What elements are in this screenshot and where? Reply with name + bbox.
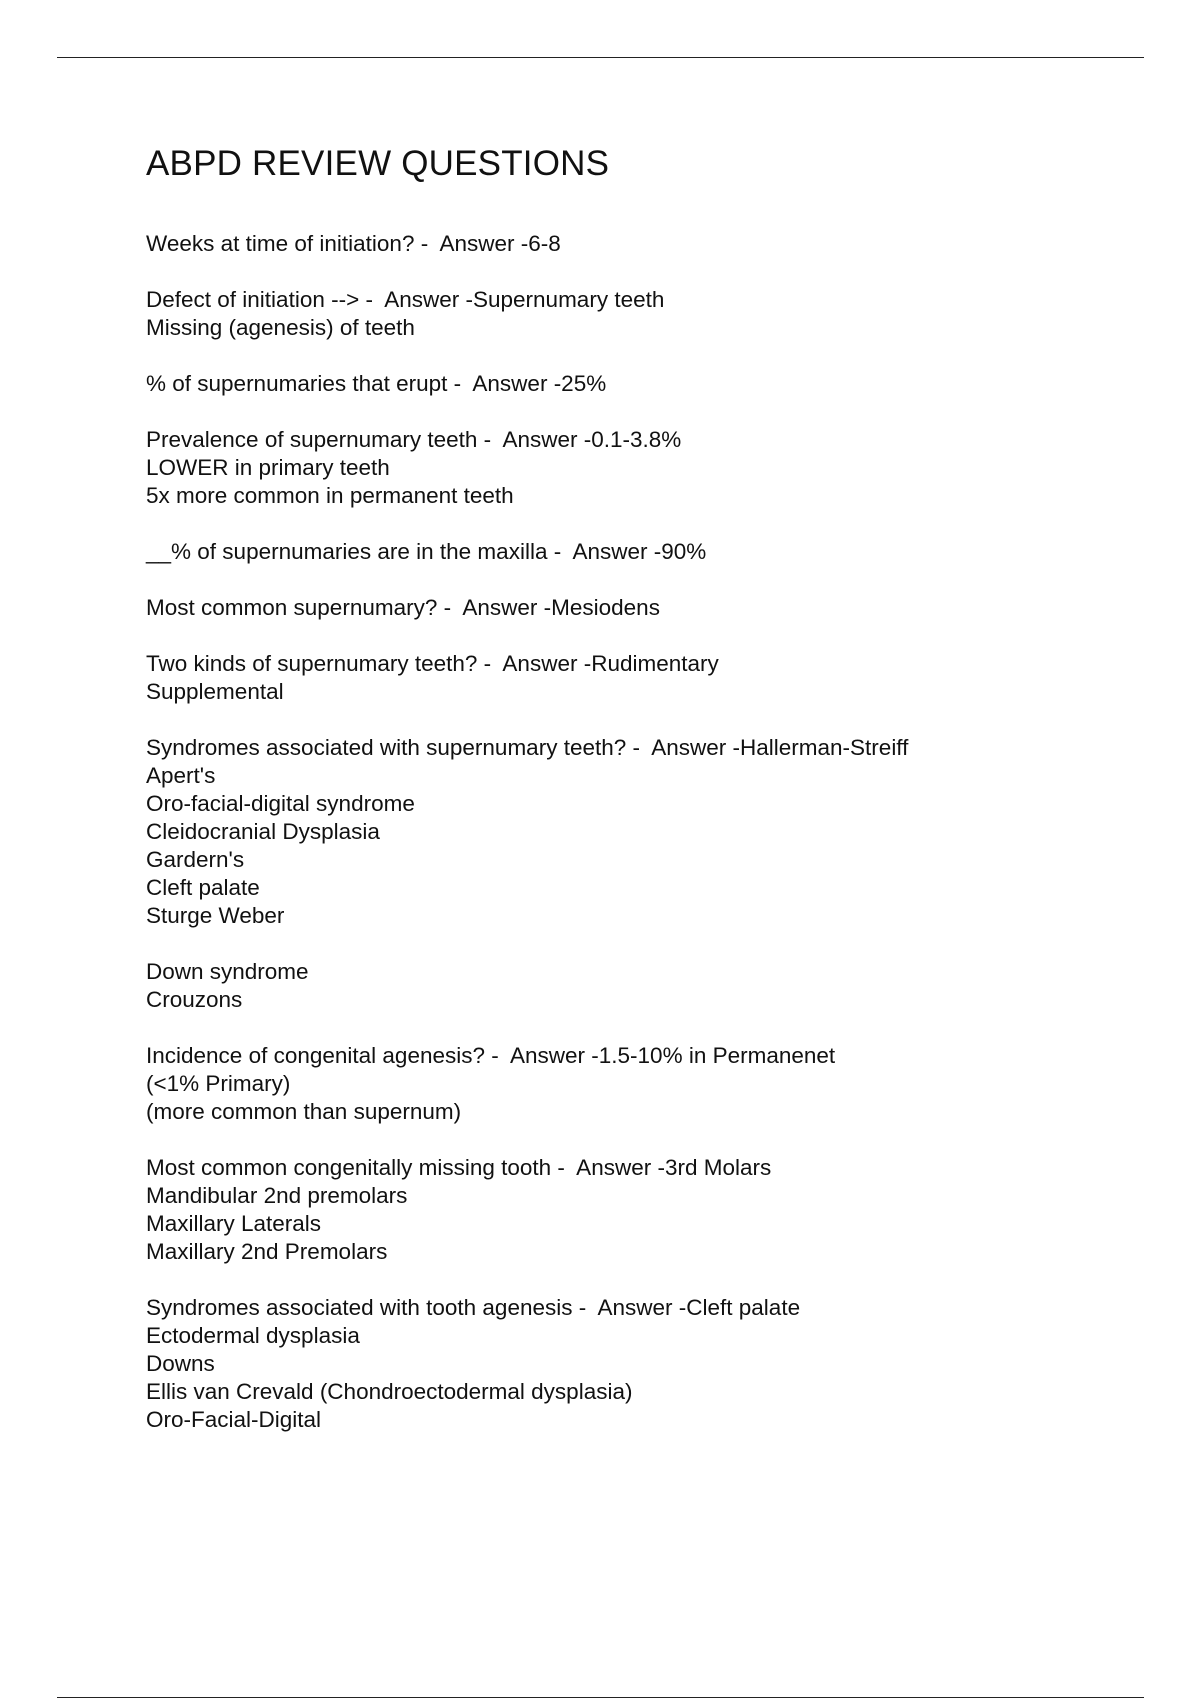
qa-answer-line: (<1% Primary)	[146, 1071, 291, 1096]
qa-answer-line: Oro-facial-digital syndrome	[146, 791, 415, 816]
qa-answer-line: Ectodermal dysplasia	[146, 1323, 360, 1348]
qa-answer-line: Apert's	[146, 763, 216, 788]
qa-answer-line: Mandibular 2nd premolars	[146, 1183, 408, 1208]
qa-answer-line: Cleidocranial Dysplasia	[146, 819, 380, 844]
qa-answer-line: Down syndrome	[146, 959, 309, 984]
qa-answer-line: (more common than supernum)	[146, 1099, 462, 1124]
qa-answer-line: Supplemental	[146, 679, 284, 704]
qa-question-line: Weeks at time of initiation? - Answer -6-8	[146, 231, 561, 256]
qa-answer-line: Downs	[146, 1351, 215, 1376]
qa-entry	[146, 1294, 1126, 1434]
qa-question-line: Syndromes associated with tooth agenesis - Answer -Cleft palate	[146, 1295, 801, 1320]
qa-entry	[146, 286, 1126, 342]
document-title: ABPD REVIEW QUESTIONS	[146, 144, 610, 183]
qa-entry	[146, 230, 1126, 258]
qa-list	[146, 230, 1126, 1434]
qa-answer-line: Ellis van Crevald (Chondroectodermal dysplasia)	[146, 1379, 633, 1404]
qa-question-line: Incidence of congenital agenesis? - Answer -1.5-10% in Permanenet	[146, 1043, 836, 1068]
top-rule	[57, 57, 1144, 58]
qa-entry	[146, 734, 1126, 1014]
qa-question-line: % of supernumaries that erupt - Answer -25%	[146, 371, 607, 396]
qa-answer-line: Crouzons	[146, 987, 243, 1012]
qa-entry	[146, 594, 1126, 622]
qa-answer-line: Maxillary Laterals	[146, 1211, 322, 1236]
qa-question-line: Most common supernumary? - Answer -Mesiodens	[146, 595, 660, 620]
qa-question-line: Syndromes associated with supernumary teeth? - Answer -Hallerman-Streiff	[146, 735, 909, 760]
qa-answer-line: Missing (agenesis) of teeth	[146, 315, 415, 340]
qa-entry	[146, 650, 1126, 706]
qa-answer-line: Gardern's	[146, 847, 245, 872]
document-body	[146, 140, 1126, 1462]
qa-question-line: Prevalence of supernumary teeth - Answer -0.1-3.8%	[146, 427, 682, 452]
qa-entry	[146, 1042, 1126, 1126]
qa-question-line: Defect of initiation --> - Answer -Supernumary teeth	[146, 287, 665, 312]
qa-entry	[146, 370, 1126, 398]
qa-answer-line: Oro-Facial-Digital	[146, 1407, 322, 1432]
blank-line	[146, 930, 1126, 958]
qa-question-line: Most common congenitally missing tooth - Answer -3rd Molars	[146, 1155, 772, 1180]
qa-answer-line: Sturge Weber	[146, 903, 285, 928]
qa-answer-line: Maxillary 2nd Premolars	[146, 1239, 388, 1264]
qa-entry	[146, 1154, 1126, 1266]
bottom-rule	[57, 1697, 1144, 1698]
qa-question-line: __% of supernumaries are in the maxilla - Answer -90%	[146, 539, 707, 564]
qa-entry	[146, 538, 1126, 566]
qa-entry	[146, 426, 1126, 510]
qa-answer-line: LOWER in primary teeth	[146, 455, 390, 480]
qa-answer-line: Cleft palate	[146, 875, 260, 900]
qa-answer-line: 5x more common in permanent teeth	[146, 483, 514, 508]
qa-question-line: Two kinds of supernumary teeth? - Answer -Rudimentary	[146, 651, 719, 676]
